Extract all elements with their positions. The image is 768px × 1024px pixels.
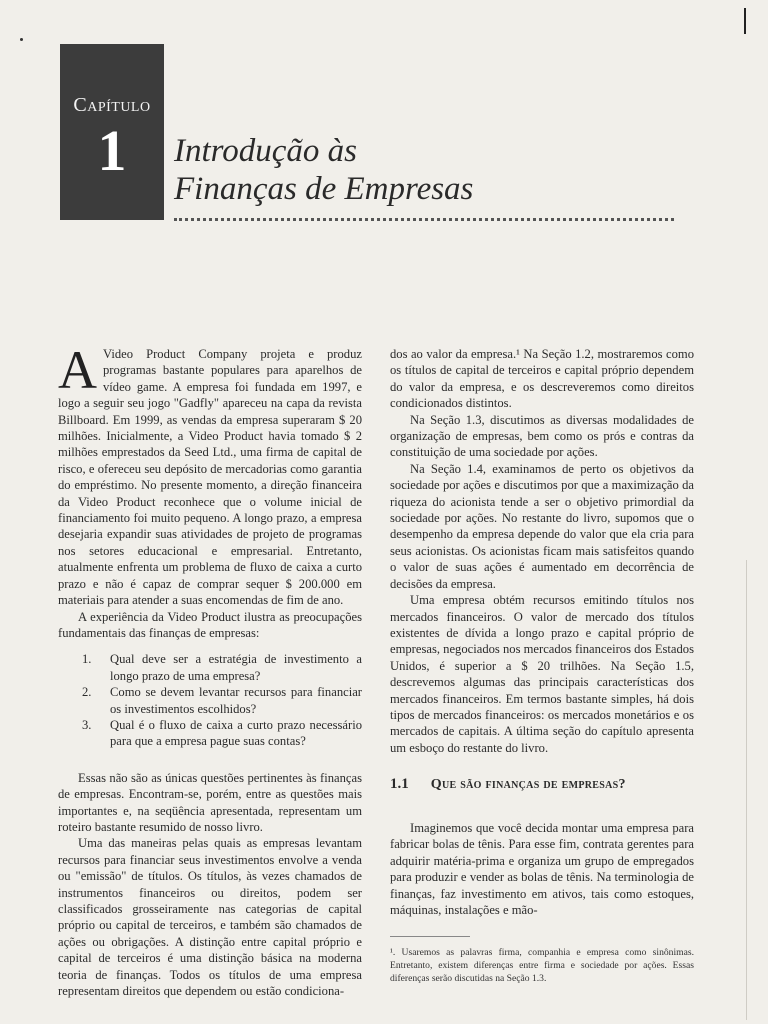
footnote: ¹. Usaremos as palavras firma, companhia e empresa como sinônimas. Entretanto, existem diferenças entre firma e sociedade por ações. Essas diferenças serão discutidas na Seção 1.3. bbox=[390, 947, 694, 984]
page-edge-line bbox=[746, 560, 747, 1020]
chapter-title bbox=[174, 132, 594, 208]
paragraph: A experiência da Video Product ilustra as preocupações fundamentais das finanças de empresas: bbox=[58, 609, 362, 640]
chapter-label: Capítulo bbox=[73, 94, 151, 116]
list-item: 3. Qual é o fluxo de caixa a curto prazo necessário para que a empresa pague suas contas? bbox=[82, 717, 362, 749]
right-column bbox=[390, 346, 694, 756]
section-title: Que são finanças de empresas? bbox=[430, 777, 626, 792]
chapter-number: 1 bbox=[97, 118, 127, 183]
left-column bbox=[58, 340, 362, 999]
chapter-title-line-1: Introdução às bbox=[174, 133, 358, 169]
page-edge-mark bbox=[744, 8, 746, 34]
paragraph: Na Seção 1.3, discutimos as diversas modalidades de organização de empresas, bem como os prós e contras da constituição de uma sociedade por ações. bbox=[390, 412, 694, 460]
paragraph: dos ao valor da empresa.¹ Na Seção 1.2, mostraremos como os títulos de capital de terceiros e capital próprio dependem do valor da empresa, e os descreveremos como direitos condicionados distintos. bbox=[390, 347, 694, 411]
list-item: 1. Qual deve ser a estratégia de investimento a longo prazo de uma empresa? bbox=[82, 652, 362, 683]
list-item: 2. Como se devem levantar recursos para financiar os investimentos escolhidos? bbox=[82, 685, 362, 716]
drop-cap: A bbox=[58, 340, 97, 400]
section-number: 1.1 bbox=[390, 776, 409, 792]
paragraph: Imaginemos que você decida montar uma empresa para fabricar bolas de tênis. Para esse fim, contrata gerentes para adquirir matéria-prima e organiza um grupo de empregados para produzir e vender as bolas de tênis. Na terminologia de finanças, faz investimento em ativos, tais como estoques, máquinas, instalações e mão- bbox=[390, 821, 694, 918]
section-heading bbox=[390, 776, 694, 793]
intro-paragraph bbox=[58, 340, 362, 609]
footnote-rule bbox=[390, 936, 470, 937]
chapter-title-line-2: Finanças de Empresas bbox=[174, 171, 474, 207]
question-list bbox=[58, 651, 362, 749]
paragraph: Na Seção 1.4, examinamos de perto os objetivos da sociedade por ações e discutimos por que a maximização da riqueza do acionista tende a ser o objetivo primordial da sociedade por ações. No restante do livro, supomos que o desempenho da empresa depende do valor que ela cria para seus acionistas. Os acionistas ficam mais satisfeitos quando o valor de suas ações é aumentado em decorrência de decisões da empresa. bbox=[390, 461, 694, 591]
paragraph: Uma das maneiras pelas quais as empresas levantam recursos para financiar seus investimentos envolve a venda ou "emissão" de títulos. Os títulos, às vezes chamados de instrumentos financeiros ou direitos, podem ser classificados grosseiramente nas categorias de capital próprio ou capital de terceiros, e também são chamados de ações ou obrigações. A distinção entre capital próprio e capital de terceiros é uma distinção básica na moderna teoria de finanças. Todos os títulos de uma empresa representam direitos que dependem ou estão condiciona- bbox=[58, 836, 362, 999]
ink-speck bbox=[20, 38, 23, 41]
dotted-rule bbox=[174, 214, 674, 221]
intro-text: Video Product Company projeta e produz programas bastante populares para aparelhos de vídeo game. A empresa foi fundada em 1997, e logo a seguir seu jogo "Gadfly" apareceu na capa da revista Billboard. Em 1999, as vendas da empresa superaram $ 20 milhões. Inicialmente, a Video Product havia tomado $ 2 milhões emprestados da Seed Ltd., uma firma de capital de risco, e ofereceu seu depósito de mercadorias como garantia do empréstimo. No presente momento, a direção financeira da Video Product reconhece que o volume inicial de financiamento foi muito pequeno. A longo prazo, a empresa desejaria expandir suas atividades de projeto de programas nos setores educacional e empresarial. Entretanto, atualmente enfrenta um problema de fluxo de caixa a curto prazo e não é capaz de comprar sequer $ 200.000 em materiais para atender a suas encomendas de fim de ano. bbox=[58, 347, 362, 608]
section-body bbox=[390, 820, 694, 918]
paragraph: Essas não são as únicas questões pertinentes às finanças de empresas. Encontram-se, porém, entre as questões mais importantes e, na seqüência apresentada, representam um roteiro bastante resumido de nosso livro. bbox=[58, 770, 362, 834]
chapter-box bbox=[60, 44, 164, 220]
paragraph: Uma empresa obtém recursos emitindo títulos nos mercados financeiros. O valor de mercado dos títulos existentes de dívida a longo prazo e capital próprio de empresas, negociados nos mercados financeiros dos Estados Unidos, é superior a $ 20 trilhões. Na Seção 1.5, descrevemos algumas das principais características dos mercados financeiros. Em termos bastante simples, há dois tipos de mercados financeiros: os mercados monetários e os mercados de capitais. A última seção do capítulo apresenta um esboço do restante do livro. bbox=[390, 593, 694, 755]
